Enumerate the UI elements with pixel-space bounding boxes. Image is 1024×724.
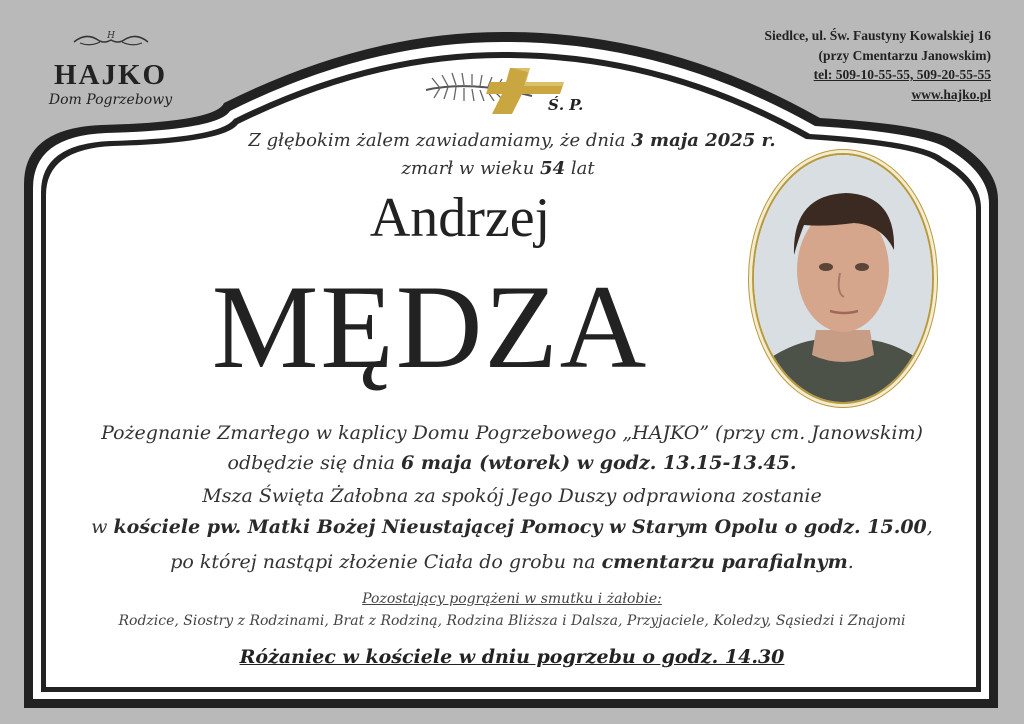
ceremony-line-4	[0, 512, 1024, 542]
intro-text: Z głębokim żalem zawiadamiamy, że dnia	[248, 130, 632, 151]
contact-website[interactable]: www.hajko.pl	[911, 86, 991, 102]
cemetery-name: cmentarzu parafialnym	[601, 551, 848, 573]
age-value: 54	[540, 158, 566, 179]
portrait-photo	[752, 153, 934, 404]
svg-text:H: H	[106, 31, 115, 41]
ceremony-line-1: Pożegnanie Zmarłego w kaplicy Domu Pogrzebowego „HAJKO” (przy cm. Janowskim)	[101, 422, 923, 444]
ceremony-line-3: Msza Święta Żałobna za spokój Jego Duszy odprawiona zostanie	[202, 485, 822, 507]
ceremony-line-2	[0, 448, 1024, 478]
portrait-icon	[754, 155, 932, 402]
death-date: 3 maja 2025 r.	[631, 130, 776, 151]
church-intro: w	[91, 516, 114, 538]
burial-intro: po której nastąpi złożenie Ciała do grobu na	[170, 551, 602, 573]
age-suffix: lat	[565, 158, 595, 179]
intro-line-1	[0, 127, 1024, 155]
church-name: kościele pw. Matki Bożej Nieustającej Pomocy w Starym Opolu o godz. 15.00	[113, 516, 927, 538]
first-name: Andrzej	[369, 187, 551, 249]
rosary-info: Różaniec w kościele w dniu pogrzebu o godz. 14.30	[239, 646, 785, 668]
mourners-heading: Pozostający pogrążeni w smutku i żałobie:	[362, 591, 662, 607]
mourners-list: Rodzice, Siostry z Rodzinami, Brat z Rodziną, Rodzina Bliższa i Dalsza, Przyjaciele, Koledzy, Sąsiedzi i Znajomi	[118, 613, 906, 629]
last-name: MĘDZA	[211, 260, 649, 393]
ornament-h-icon	[66, 28, 156, 50]
company-logo	[28, 28, 193, 110]
ceremony-date: 6 maja (wtorek) w godz. 13.15-13.45.	[401, 452, 797, 474]
logo-name: HAJKO	[53, 59, 168, 91]
ceremony-date-intro: odbędzie się dnia	[227, 452, 402, 474]
church-comma: ,	[926, 516, 933, 538]
age-text: zmarł w wieku	[401, 158, 541, 179]
burial-dot: .	[847, 551, 854, 573]
contact-phone[interactable]: tel: 509-10-55-55, 509-20-55-55	[813, 67, 991, 82]
contact-location: (przy Cmentarzu Janowskim)	[818, 47, 991, 63]
logo-subtitle: Dom Pogrzebowy	[48, 92, 173, 108]
contact-info	[764, 26, 991, 104]
contact-address: Siedlce, ul. Św. Faustyny Kowalskiej 16	[764, 28, 991, 43]
sp-label: Ś. P.	[548, 96, 584, 114]
ceremony-line-5	[0, 547, 1024, 577]
